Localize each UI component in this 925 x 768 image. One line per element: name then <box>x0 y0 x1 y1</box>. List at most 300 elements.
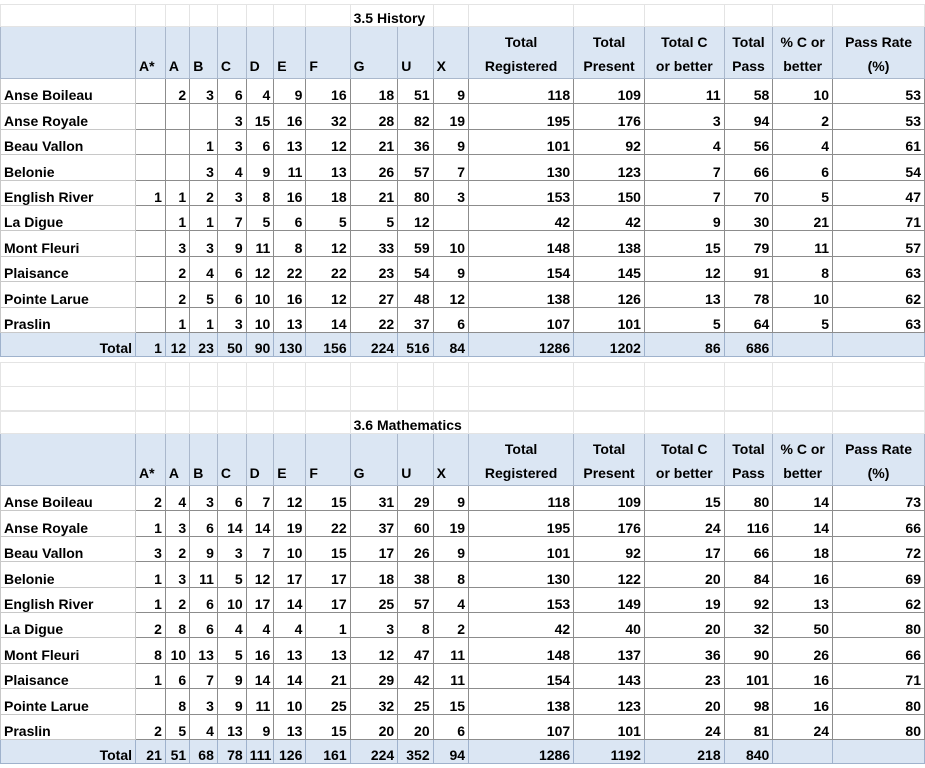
school-name[interactable]: La Digue <box>1 205 136 230</box>
value-cell[interactable]: 5 <box>217 638 246 663</box>
value-cell[interactable]: 17 <box>306 562 350 587</box>
value-cell[interactable]: 32 <box>724 612 773 637</box>
value-cell[interactable]: 24 <box>644 511 724 536</box>
value-cell[interactable]: 3 <box>190 79 218 104</box>
value-cell[interactable]: 8 <box>136 638 166 663</box>
value-cell[interactable] <box>136 129 166 154</box>
value-cell[interactable]: 7 <box>644 180 724 205</box>
value-cell[interactable]: 5 <box>350 205 398 230</box>
value-cell[interactable]: 10 <box>433 231 468 256</box>
value-cell[interactable]: 4 <box>773 129 833 154</box>
value-cell[interactable]: 57 <box>398 587 433 612</box>
value-cell[interactable]: 17 <box>274 562 306 587</box>
empty-cell[interactable] <box>217 363 246 387</box>
value-cell[interactable]: 24 <box>773 714 833 739</box>
value-cell[interactable]: 10 <box>773 282 833 307</box>
value-cell[interactable]: 80 <box>398 180 433 205</box>
total-cell[interactable]: 12 <box>165 332 189 356</box>
value-cell[interactable]: 9 <box>644 205 724 230</box>
value-cell[interactable]: 11 <box>246 689 274 714</box>
total-cell[interactable]: 23 <box>190 332 218 356</box>
value-cell[interactable]: 14 <box>773 511 833 536</box>
value-cell[interactable]: 14 <box>217 511 246 536</box>
value-cell[interactable]: 1 <box>190 307 218 332</box>
value-cell[interactable]: 47 <box>833 180 925 205</box>
total-cell[interactable]: 224 <box>350 332 398 356</box>
empty-cell[interactable] <box>306 412 350 434</box>
value-cell[interactable]: 23 <box>350 256 398 281</box>
school-name[interactable]: English River <box>1 587 136 612</box>
school-name[interactable]: Mont Fleuri <box>1 638 136 663</box>
value-cell[interactable]: 101 <box>574 307 645 332</box>
value-cell[interactable]: 12 <box>306 282 350 307</box>
value-cell[interactable]: 6 <box>190 511 218 536</box>
value-cell[interactable]: 7 <box>246 486 274 511</box>
total-cell[interactable]: 686 <box>724 332 773 356</box>
value-cell[interactable]: 13 <box>306 638 350 663</box>
value-cell[interactable]: 20 <box>350 714 398 739</box>
empty-cell[interactable] <box>136 387 166 411</box>
value-cell[interactable]: 16 <box>773 562 833 587</box>
total-cell[interactable]: 224 <box>350 739 398 763</box>
value-cell[interactable]: 42 <box>398 663 433 688</box>
value-cell[interactable]: 130 <box>469 562 574 587</box>
empty-cell[interactable] <box>833 412 925 434</box>
value-cell[interactable]: 130 <box>469 155 574 180</box>
value-cell[interactable]: 9 <box>190 536 218 561</box>
empty-cell[interactable] <box>274 412 306 434</box>
total-cell[interactable]: 111 <box>246 739 274 763</box>
value-cell[interactable]: 16 <box>246 638 274 663</box>
value-cell[interactable]: 2 <box>136 714 166 739</box>
value-cell[interactable]: 4 <box>217 155 246 180</box>
value-cell[interactable]: 13 <box>274 129 306 154</box>
value-cell[interactable]: 4 <box>274 612 306 637</box>
value-cell[interactable]: 73 <box>833 486 925 511</box>
value-cell[interactable]: 14 <box>306 307 350 332</box>
total-cell[interactable] <box>773 739 833 763</box>
empty-cell[interactable] <box>350 363 398 387</box>
value-cell[interactable] <box>136 205 166 230</box>
value-cell[interactable]: 28 <box>350 104 398 129</box>
value-cell[interactable]: 36 <box>644 638 724 663</box>
empty-cell[interactable] <box>274 387 306 411</box>
value-cell[interactable]: 12 <box>350 638 398 663</box>
value-cell[interactable]: 5 <box>246 205 274 230</box>
value-cell[interactable]: 1 <box>306 612 350 637</box>
empty-cell[interactable] <box>217 412 246 434</box>
value-cell[interactable]: 10 <box>246 307 274 332</box>
value-cell[interactable]: 6 <box>433 307 468 332</box>
value-cell[interactable]: 15 <box>433 689 468 714</box>
empty-cell[interactable] <box>306 5 350 27</box>
empty-cell[interactable] <box>433 5 468 27</box>
value-cell[interactable]: 8 <box>165 689 189 714</box>
empty-cell[interactable] <box>246 363 274 387</box>
value-cell[interactable]: 25 <box>398 689 433 714</box>
total-cell[interactable]: 516 <box>398 332 433 356</box>
value-cell[interactable]: 12 <box>306 129 350 154</box>
value-cell[interactable]: 101 <box>469 129 574 154</box>
school-name[interactable]: La Digue <box>1 612 136 637</box>
value-cell[interactable]: 138 <box>469 282 574 307</box>
empty-cell[interactable] <box>773 387 833 411</box>
empty-cell[interactable] <box>574 412 645 434</box>
value-cell[interactable]: 16 <box>274 104 306 129</box>
value-cell[interactable]: 3 <box>190 231 218 256</box>
total-cell[interactable]: 94 <box>433 739 468 763</box>
value-cell[interactable]: 3 <box>217 536 246 561</box>
value-cell[interactable]: 2 <box>190 180 218 205</box>
value-cell[interactable]: 71 <box>833 205 925 230</box>
empty-cell[interactable] <box>165 412 189 434</box>
total-cell[interactable]: 1 <box>136 332 166 356</box>
empty-cell[interactable] <box>190 5 218 27</box>
value-cell[interactable]: 29 <box>350 663 398 688</box>
value-cell[interactable]: 26 <box>398 536 433 561</box>
value-cell[interactable] <box>165 155 189 180</box>
value-cell[interactable]: 9 <box>433 486 468 511</box>
value-cell[interactable]: 176 <box>574 511 645 536</box>
value-cell[interactable]: 54 <box>833 155 925 180</box>
value-cell[interactable]: 42 <box>469 205 574 230</box>
empty-cell[interactable] <box>136 363 166 387</box>
value-cell[interactable]: 18 <box>773 536 833 561</box>
total-cell[interactable]: 84 <box>433 332 468 356</box>
school-name[interactable]: Anse Royale <box>1 104 136 129</box>
value-cell[interactable] <box>136 282 166 307</box>
empty-cell[interactable] <box>274 363 306 387</box>
value-cell[interactable]: 62 <box>833 282 925 307</box>
empty-cell[interactable] <box>136 5 166 27</box>
value-cell[interactable]: 7 <box>433 155 468 180</box>
empty-cell[interactable] <box>1 387 136 411</box>
value-cell[interactable]: 11 <box>433 638 468 663</box>
school-name[interactable]: Mont Fleuri <box>1 231 136 256</box>
value-cell[interactable]: 176 <box>574 104 645 129</box>
value-cell[interactable]: 1 <box>136 663 166 688</box>
empty-cell[interactable] <box>833 363 925 387</box>
value-cell[interactable]: 21 <box>350 180 398 205</box>
empty-cell[interactable] <box>1 363 136 387</box>
value-cell[interactable]: 13 <box>274 638 306 663</box>
value-cell[interactable]: 14 <box>246 663 274 688</box>
value-cell[interactable]: 4 <box>190 714 218 739</box>
empty-cell[interactable] <box>1 5 136 27</box>
total-cell[interactable]: 1286 <box>469 332 574 356</box>
empty-cell[interactable] <box>773 363 833 387</box>
value-cell[interactable]: 13 <box>274 307 306 332</box>
value-cell[interactable]: 6 <box>217 486 246 511</box>
school-name[interactable]: Belonie <box>1 155 136 180</box>
value-cell[interactable]: 25 <box>306 689 350 714</box>
value-cell[interactable]: 69 <box>833 562 925 587</box>
value-cell[interactable]: 9 <box>433 129 468 154</box>
value-cell[interactable]: 33 <box>350 231 398 256</box>
value-cell[interactable]: 16 <box>274 180 306 205</box>
value-cell[interactable]: 1 <box>165 307 189 332</box>
empty-cell[interactable] <box>433 387 468 411</box>
empty-cell[interactable] <box>574 5 645 27</box>
value-cell[interactable]: 126 <box>574 282 645 307</box>
value-cell[interactable] <box>136 231 166 256</box>
empty-cell[interactable] <box>217 5 246 27</box>
empty-cell[interactable] <box>190 363 218 387</box>
value-cell[interactable]: 4 <box>246 79 274 104</box>
value-cell[interactable]: 24 <box>644 714 724 739</box>
total-cell[interactable]: 78 <box>217 739 246 763</box>
empty-cell[interactable] <box>724 387 773 411</box>
value-cell[interactable]: 16 <box>773 663 833 688</box>
value-cell[interactable]: 23 <box>644 663 724 688</box>
value-cell[interactable]: 4 <box>165 486 189 511</box>
value-cell[interactable]: 7 <box>644 155 724 180</box>
empty-cell[interactable] <box>644 363 724 387</box>
value-cell[interactable]: 56 <box>724 129 773 154</box>
value-cell[interactable] <box>136 104 166 129</box>
value-cell[interactable]: 3 <box>190 689 218 714</box>
value-cell[interactable]: 4 <box>246 612 274 637</box>
value-cell[interactable]: 22 <box>274 256 306 281</box>
value-cell[interactable]: 4 <box>644 129 724 154</box>
value-cell[interactable]: 2 <box>136 612 166 637</box>
value-cell[interactable]: 3 <box>217 180 246 205</box>
value-cell[interactable]: 4 <box>190 256 218 281</box>
value-cell[interactable]: 5 <box>644 307 724 332</box>
total-cell[interactable] <box>773 332 833 356</box>
value-cell[interactable]: 18 <box>350 562 398 587</box>
school-name[interactable]: Pointe Larue <box>1 282 136 307</box>
value-cell[interactable]: 21 <box>773 205 833 230</box>
value-cell[interactable]: 4 <box>433 587 468 612</box>
empty-cell[interactable] <box>165 363 189 387</box>
value-cell[interactable]: 3 <box>190 155 218 180</box>
value-cell[interactable]: 48 <box>398 282 433 307</box>
value-cell[interactable] <box>136 307 166 332</box>
value-cell[interactable]: 6 <box>773 155 833 180</box>
school-name[interactable]: Praslin <box>1 714 136 739</box>
value-cell[interactable]: 3 <box>165 231 189 256</box>
value-cell[interactable]: 16 <box>773 689 833 714</box>
value-cell[interactable]: 3 <box>433 180 468 205</box>
value-cell[interactable]: 7 <box>217 205 246 230</box>
value-cell[interactable]: 66 <box>833 638 925 663</box>
value-cell[interactable]: 13 <box>274 714 306 739</box>
value-cell[interactable]: 92 <box>574 129 645 154</box>
empty-cell[interactable] <box>469 412 574 434</box>
value-cell[interactable]: 80 <box>833 612 925 637</box>
value-cell[interactable]: 10 <box>773 79 833 104</box>
value-cell[interactable]: 26 <box>350 155 398 180</box>
empty-cell[interactable] <box>574 363 645 387</box>
value-cell[interactable]: 9 <box>217 231 246 256</box>
value-cell[interactable]: 3 <box>190 486 218 511</box>
value-cell[interactable]: 116 <box>724 511 773 536</box>
total-label[interactable]: Total <box>1 739 136 763</box>
value-cell[interactable]: 2 <box>136 486 166 511</box>
value-cell[interactable]: 1 <box>165 180 189 205</box>
value-cell[interactable]: 9 <box>217 663 246 688</box>
school-name[interactable]: Anse Royale <box>1 511 136 536</box>
value-cell[interactable]: 22 <box>306 511 350 536</box>
value-cell[interactable] <box>136 256 166 281</box>
total-cell[interactable]: 86 <box>644 332 724 356</box>
value-cell[interactable]: 63 <box>833 256 925 281</box>
total-cell[interactable]: 161 <box>306 739 350 763</box>
value-cell[interactable]: 13 <box>190 638 218 663</box>
value-cell[interactable]: 12 <box>246 562 274 587</box>
value-cell[interactable]: 12 <box>433 282 468 307</box>
value-cell[interactable]: 3 <box>217 129 246 154</box>
value-cell[interactable]: 118 <box>469 79 574 104</box>
value-cell[interactable]: 80 <box>724 486 773 511</box>
empty-cell[interactable] <box>246 5 274 27</box>
value-cell[interactable]: 123 <box>574 689 645 714</box>
value-cell[interactable]: 5 <box>165 714 189 739</box>
school-name[interactable]: Anse Boileau <box>1 486 136 511</box>
value-cell[interactable]: 101 <box>724 663 773 688</box>
empty-cell[interactable] <box>773 412 833 434</box>
value-cell[interactable]: 2 <box>165 536 189 561</box>
value-cell[interactable]: 71 <box>833 663 925 688</box>
value-cell[interactable]: 30 <box>724 205 773 230</box>
value-cell[interactable]: 7 <box>246 536 274 561</box>
value-cell[interactable]: 2 <box>773 104 833 129</box>
value-cell[interactable]: 94 <box>724 104 773 129</box>
value-cell[interactable]: 66 <box>833 511 925 536</box>
value-cell[interactable]: 37 <box>398 307 433 332</box>
value-cell[interactable]: 18 <box>306 180 350 205</box>
value-cell[interactable]: 57 <box>833 231 925 256</box>
value-cell[interactable]: 12 <box>274 486 306 511</box>
value-cell[interactable]: 15 <box>306 536 350 561</box>
value-cell[interactable]: 11 <box>433 663 468 688</box>
value-cell[interactable]: 12 <box>398 205 433 230</box>
total-cell[interactable]: 1286 <box>469 739 574 763</box>
value-cell[interactable] <box>136 155 166 180</box>
value-cell[interactable] <box>136 689 166 714</box>
value-cell[interactable]: 9 <box>274 79 306 104</box>
value-cell[interactable]: 6 <box>217 256 246 281</box>
value-cell[interactable]: 9 <box>433 256 468 281</box>
value-cell[interactable]: 6 <box>217 282 246 307</box>
total-cell[interactable]: 218 <box>644 739 724 763</box>
value-cell[interactable]: 4 <box>217 612 246 637</box>
value-cell[interactable]: 154 <box>469 256 574 281</box>
value-cell[interactable]: 153 <box>469 180 574 205</box>
value-cell[interactable]: 82 <box>398 104 433 129</box>
value-cell[interactable]: 6 <box>217 79 246 104</box>
empty-cell[interactable] <box>217 387 246 411</box>
value-cell[interactable]: 20 <box>644 612 724 637</box>
total-cell[interactable]: 352 <box>398 739 433 763</box>
value-cell[interactable]: 10 <box>274 689 306 714</box>
empty-cell[interactable] <box>724 5 773 27</box>
value-cell[interactable]: 8 <box>165 612 189 637</box>
total-cell[interactable]: 90 <box>246 332 274 356</box>
value-cell[interactable]: 8 <box>246 180 274 205</box>
value-cell[interactable]: 6 <box>246 129 274 154</box>
school-name[interactable]: Beau Vallon <box>1 129 136 154</box>
value-cell[interactable]: 10 <box>274 536 306 561</box>
value-cell[interactable]: 26 <box>773 638 833 663</box>
empty-cell[interactable] <box>398 363 433 387</box>
value-cell[interactable]: 3 <box>165 511 189 536</box>
value-cell[interactable]: 19 <box>433 104 468 129</box>
value-cell[interactable]: 29 <box>398 486 433 511</box>
empty-cell[interactable] <box>644 412 724 434</box>
value-cell[interactable]: 15 <box>644 486 724 511</box>
value-cell[interactable]: 1 <box>136 587 166 612</box>
value-cell[interactable]: 8 <box>398 612 433 637</box>
value-cell[interactable]: 14 <box>246 511 274 536</box>
value-cell[interactable]: 80 <box>833 714 925 739</box>
empty-cell[interactable] <box>274 5 306 27</box>
value-cell[interactable]: 70 <box>724 180 773 205</box>
value-cell[interactable]: 11 <box>246 231 274 256</box>
value-cell[interactable]: 13 <box>644 282 724 307</box>
value-cell[interactable]: 3 <box>165 562 189 587</box>
value-cell[interactable]: 16 <box>274 282 306 307</box>
value-cell[interactable]: 9 <box>433 536 468 561</box>
total-cell[interactable]: 21 <box>136 739 166 763</box>
total-cell[interactable]: 1192 <box>574 739 645 763</box>
value-cell[interactable]: 25 <box>350 587 398 612</box>
value-cell[interactable]: 17 <box>644 536 724 561</box>
value-cell[interactable] <box>190 104 218 129</box>
value-cell[interactable]: 20 <box>644 562 724 587</box>
empty-cell[interactable] <box>306 387 350 411</box>
value-cell[interactable]: 17 <box>246 587 274 612</box>
value-cell[interactable]: 15 <box>306 486 350 511</box>
value-cell[interactable]: 3 <box>644 104 724 129</box>
value-cell[interactable]: 47 <box>398 638 433 663</box>
value-cell[interactable]: 40 <box>574 612 645 637</box>
empty-cell[interactable] <box>773 5 833 27</box>
value-cell[interactable]: 1 <box>190 129 218 154</box>
value-cell[interactable]: 91 <box>724 256 773 281</box>
value-cell[interactable]: 148 <box>469 638 574 663</box>
value-cell[interactable]: 5 <box>190 282 218 307</box>
value-cell[interactable]: 11 <box>274 155 306 180</box>
school-name[interactable]: Anse Boileau <box>1 79 136 104</box>
value-cell[interactable]: 6 <box>190 612 218 637</box>
value-cell[interactable]: 60 <box>398 511 433 536</box>
empty-cell[interactable] <box>306 363 350 387</box>
value-cell[interactable]: 8 <box>433 562 468 587</box>
value-cell[interactable]: 13 <box>306 155 350 180</box>
value-cell[interactable]: 51 <box>398 79 433 104</box>
value-cell[interactable] <box>433 205 468 230</box>
value-cell[interactable]: 59 <box>398 231 433 256</box>
value-cell[interactable]: 38 <box>398 562 433 587</box>
total-cell[interactable] <box>833 332 925 356</box>
value-cell[interactable]: 61 <box>833 129 925 154</box>
value-cell[interactable]: 10 <box>217 587 246 612</box>
value-cell[interactable]: 54 <box>398 256 433 281</box>
value-cell[interactable]: 19 <box>274 511 306 536</box>
empty-cell[interactable] <box>246 412 274 434</box>
value-cell[interactable]: 2 <box>165 256 189 281</box>
total-cell[interactable]: 130 <box>274 332 306 356</box>
total-label[interactable]: Total <box>1 332 136 356</box>
value-cell[interactable]: 3 <box>136 536 166 561</box>
value-cell[interactable]: 20 <box>644 689 724 714</box>
value-cell[interactable]: 14 <box>274 663 306 688</box>
value-cell[interactable]: 84 <box>724 562 773 587</box>
value-cell[interactable]: 17 <box>350 536 398 561</box>
value-cell[interactable]: 5 <box>773 180 833 205</box>
